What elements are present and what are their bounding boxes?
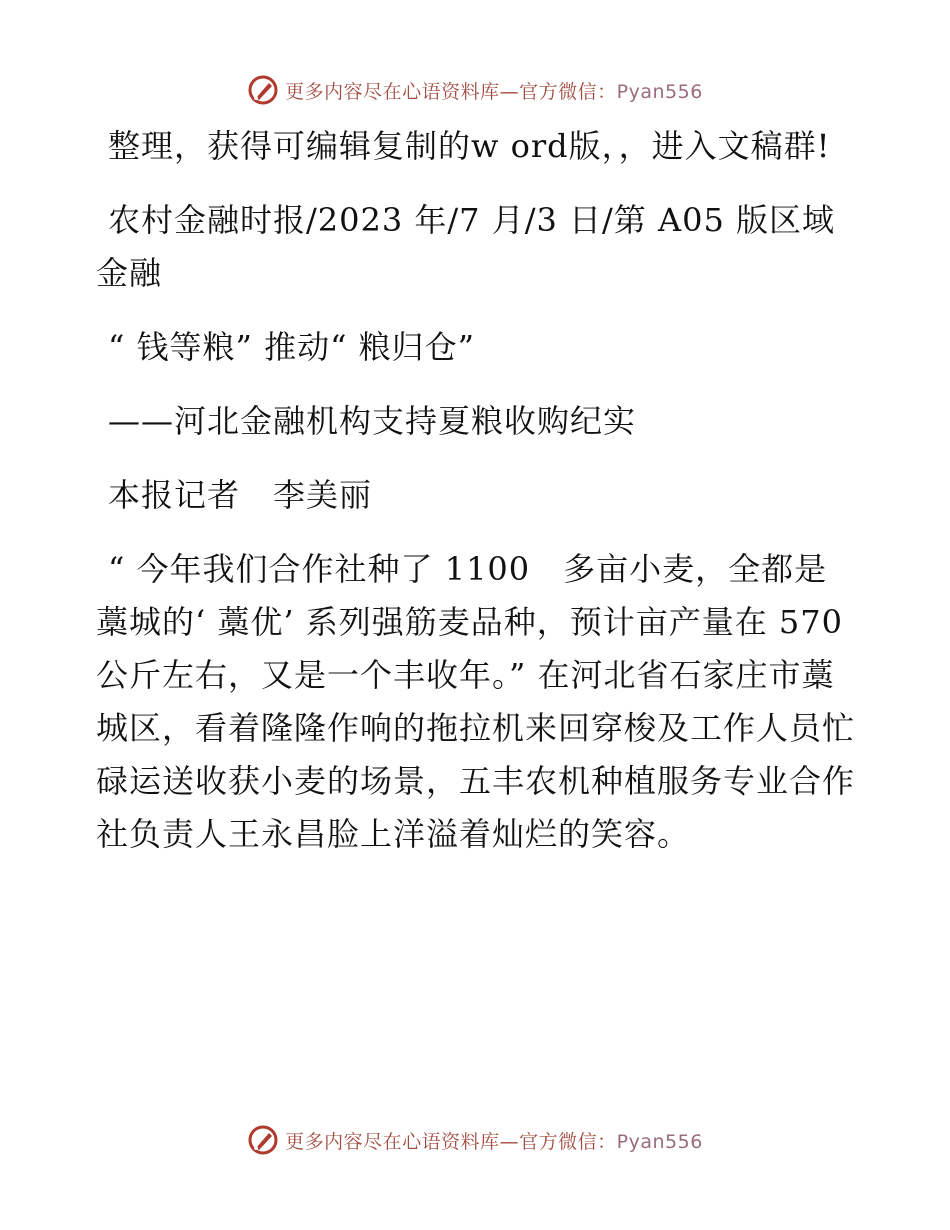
- banner-caption: 更多内容尽在心语资料库—官方微信：: [285, 1130, 617, 1153]
- source-line: 农村金融时报/2023 年/7 月/3 日/第 A05 版区域金融: [96, 201, 835, 292]
- document-body: [96, 120, 856, 882]
- body-paragraph: “ 今年我们合作社种了 1100 多亩小麦，全都是藁城的‘ 藁优’ 系列强筋麦品种，预计亩产量在 570 公斤左右，又是一个丰收年。” 在河北省石家庄市藁城区，看着隆隆作响的拖拉机来回穿梭及工作人员忙碌运送收获小麦的场景，五丰农机种植服务专业合作社负责人王永昌脸上洋溢着灿烂的笑容。: [96, 550, 856, 853]
- byline: 本报记者 李美丽: [108, 476, 373, 514]
- pen-logo-icon: [247, 74, 279, 106]
- article-subtitle: ——河北金融机构支持夏粮收购纪实: [108, 402, 637, 440]
- banner-caption: 更多内容尽在心语资料库—官方微信：: [285, 80, 617, 103]
- banner-wechat-id: Pyan556: [616, 1130, 703, 1153]
- header-banner: [0, 70, 950, 110]
- footer-banner-text: [285, 1127, 703, 1154]
- header-banner-text: [285, 77, 703, 104]
- article-title: “ 钱等粮” 推动“ 粮归仓”: [108, 328, 475, 366]
- banner-wechat-id: Pyan556: [616, 80, 703, 103]
- intro-paragraph: 整理，获得可编辑复制的w ord版，，进入文稿群!: [108, 127, 831, 165]
- footer-banner: [0, 1120, 950, 1160]
- pen-logo-icon: [247, 1124, 279, 1156]
